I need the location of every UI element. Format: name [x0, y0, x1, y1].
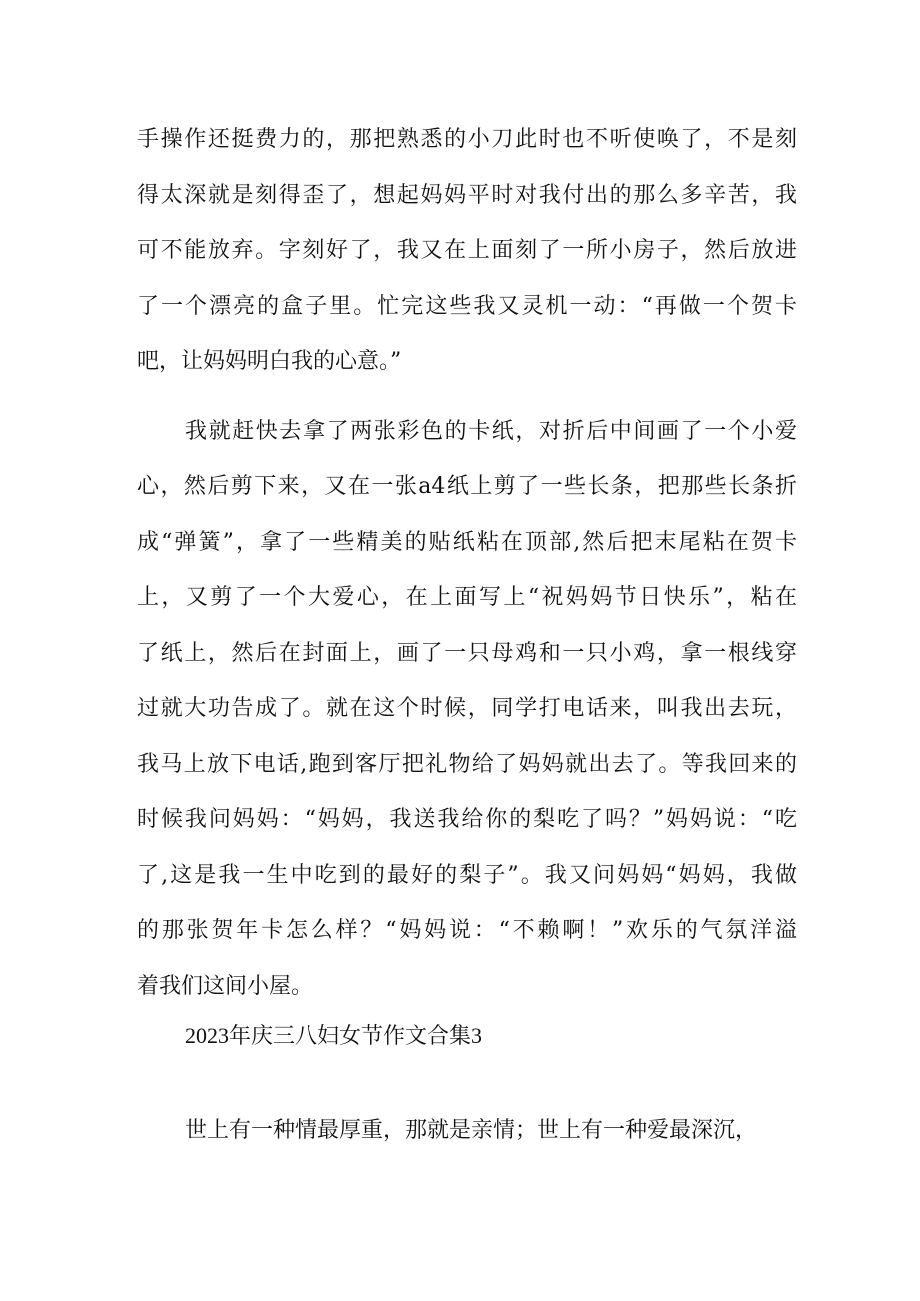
paragraph-line: 的那张贺年卡怎么样？“妈妈说：“不赖啊！”欢乐的气氛洋溢 — [137, 918, 797, 943]
paragraph-line: 着我们这间小屋。 — [137, 974, 314, 999]
paragraph-line: 上，又剪了一个大爱心，在上面写上“祝妈妈节日快乐”，粘在 — [137, 585, 797, 610]
paragraph-line: 心，然后剪下来，又在一张a4纸上剪了一些长条，把那些长条折 — [137, 474, 797, 499]
paragraph-line: 手操作还挺费力的，那把熟悉的小刀此时也不听使唤了，不是刻 — [137, 127, 797, 152]
paragraph-line: 了,这是我一生中吃到的最好的梨子”。我又问妈妈“妈妈，我做 — [137, 863, 797, 888]
paragraph-line: 了一个漂亮的盒子里。忙完这些我又灵机一动：“再做一个贺卡 — [137, 294, 797, 319]
paragraph-line: 得太深就是刻得歪了，想起妈妈平时对我付出的那么多辛苦，我 — [137, 183, 797, 208]
paragraph-line: 时候我问妈妈：“妈妈，我送我给你的梨吃了吗？”妈妈说：“吃 — [137, 807, 797, 832]
paragraph-line: 过就大功告成了。就在这个时候，同学打电话来，叫我出去玩， — [137, 696, 797, 721]
paragraph-line: 成“弹簧”，拿了一些精美的贴纸粘在顶部,然后把末尾粘在贺卡 — [137, 530, 797, 555]
paragraph-line: 了纸上，然后在封面上，画了一只母鸡和一只小鸡，拿一根线穿 — [137, 641, 797, 666]
paragraph-line: 我就赶快去拿了两张彩色的卡纸，对折后中间画了一个小爱 — [185, 419, 797, 444]
paragraph-line: 吧，让妈妈明白我的心意。” — [137, 349, 402, 374]
paragraph-line: 世上有一种情最厚重，那就是亲情；世上有一种爱最深沉， — [185, 1118, 758, 1143]
section-heading: 2023年庆三八妇女节作文合集3 — [185, 1023, 483, 1048]
paragraph-line: 可不能放弃。字刻好了，我又在上面刻了一所小房子，然后放进 — [137, 238, 797, 263]
paragraph-line: 我马上放下电话,跑到客厅把礼物给了妈妈就出去了。等我回来的 — [137, 752, 797, 777]
